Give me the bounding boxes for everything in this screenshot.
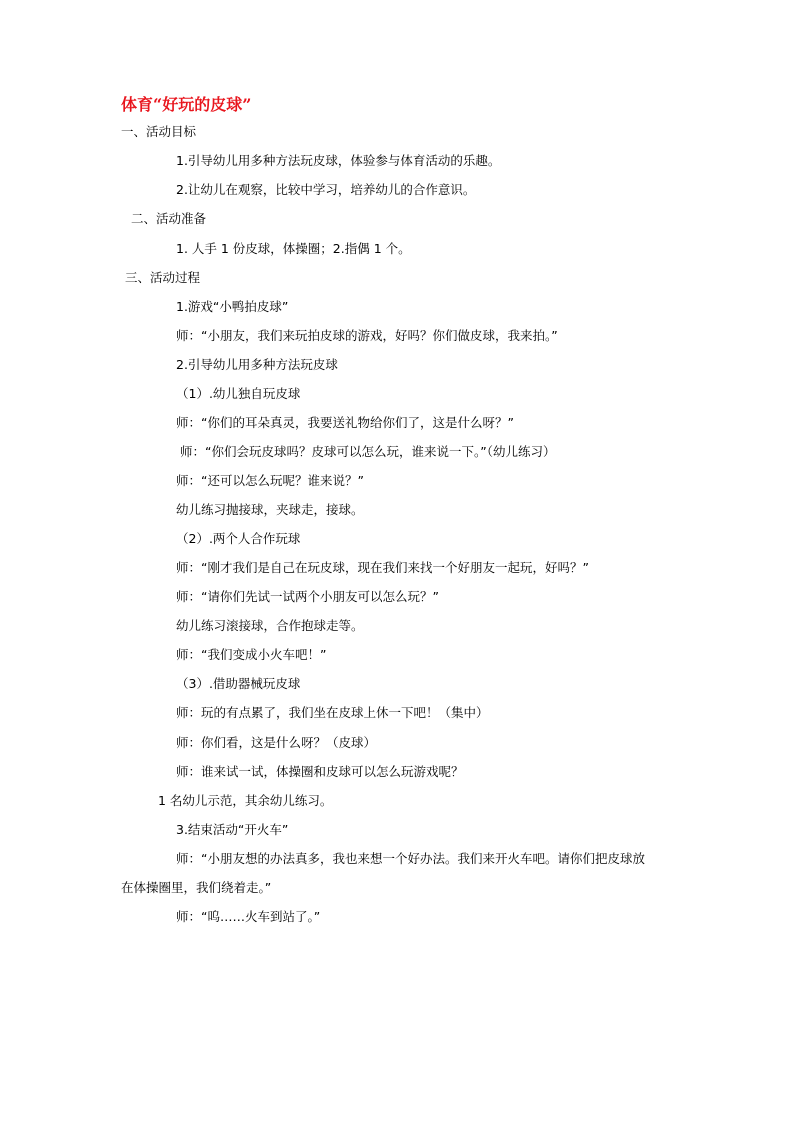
- section-heading-goals: 一、活动目标: [121, 124, 197, 139]
- paragraph: 师：谁来试一试，体操圈和皮球可以怎么玩游戏呢？: [176, 764, 464, 779]
- sub-step-1: （1）.幼儿独自玩皮球: [176, 386, 301, 401]
- paragraph: 师：“呜……火车到站了。”: [176, 909, 321, 924]
- paragraph-continuation: 在体操圈里，我们绕着走。”: [121, 880, 272, 895]
- paragraph: 师：你们看，这是什么呀？（皮球）: [176, 735, 377, 750]
- paragraph: 师：“小朋友想的办法真多，我也来想一个好办法。我们来开火车吧。请你们把皮球放: [176, 851, 645, 866]
- process-step-3: 3.结束活动“开火车”: [176, 822, 289, 837]
- paragraph: 师：“你们的耳朵真灵，我要送礼物给你们了，这是什么呀？”: [176, 415, 514, 430]
- paragraph: 幼儿练习滚接球，合作抱球走等。: [176, 618, 364, 633]
- paragraph: 师：“还可以怎么玩呢？谁来说？”: [176, 473, 364, 488]
- goal-item-1: 1.引导幼儿用多种方法玩皮球，体验参与体育活动的乐趣。: [176, 153, 501, 168]
- paragraph: 师：“小朋友，我们来玩拍皮球的游戏，好吗？你们做皮球，我来拍。”: [176, 328, 558, 343]
- process-step-1: 1.游戏“小鸭拍皮球”: [176, 299, 289, 314]
- document-title: 体育“好玩的皮球”: [121, 95, 252, 114]
- sub-step-3: （3）.借助器械玩皮球: [176, 676, 301, 691]
- section-heading-preparation: 二、活动准备: [131, 211, 207, 226]
- paragraph: 师：“刚才我们是自己在玩皮球，现在我们来找一个好朋友一起玩，好吗？”: [176, 560, 589, 575]
- process-step-2: 2.引导幼儿用多种方法玩皮球: [176, 357, 338, 372]
- goal-item-2: 2.让幼儿在观察，比较中学习，培养幼儿的合作意识。: [176, 182, 476, 197]
- section-heading-process: 三、活动过程: [125, 270, 201, 285]
- preparation-item: 1. 人手 1 份皮球，体操圈；2.指偶 1 个。: [176, 241, 411, 256]
- paragraph: 师：“请你们先试一试两个小朋友可以怎么玩？”: [176, 589, 439, 604]
- paragraph: 师：“你们会玩皮球吗？皮球可以怎么玩，谁来说一下。”（幼儿练习）: [180, 444, 556, 459]
- paragraph: 师：玩的有点累了，我们坐在皮球上休一下吧！（集中）: [176, 705, 489, 720]
- paragraph: 幼儿练习抛接球，夹球走，接球。: [176, 502, 364, 517]
- paragraph: 1 名幼儿示范，其余幼儿练习。: [158, 793, 333, 808]
- sub-step-2: （2）.两个人合作玩球: [176, 531, 301, 546]
- paragraph: 师：“我们变成小火车吧！”: [176, 647, 327, 662]
